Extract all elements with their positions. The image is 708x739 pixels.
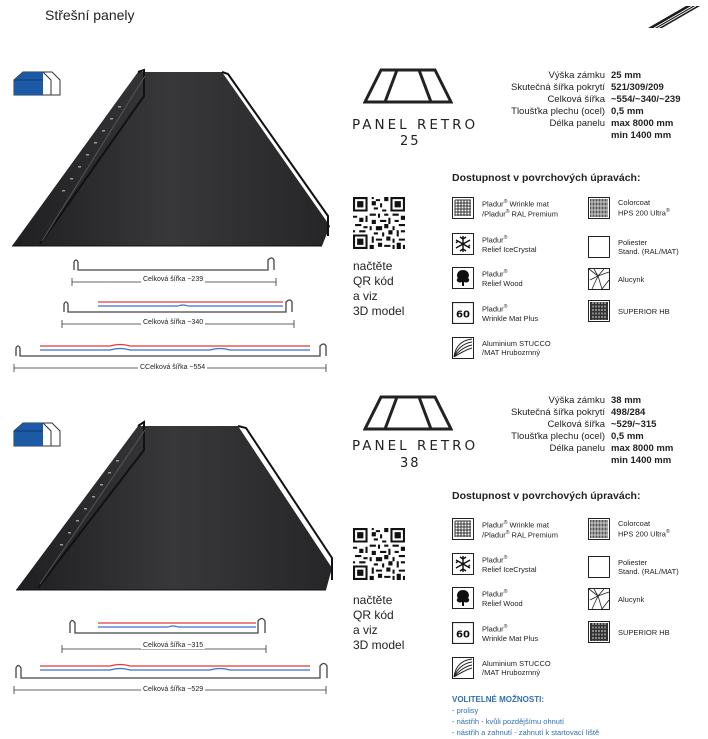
finish-superior: SUPERIOR HB (588, 621, 670, 643)
profile-label: Celková šířka ~239 (143, 276, 204, 283)
finish-stucco: Aluminium STUCCO /MAT Hrubozrnný (452, 657, 551, 679)
profile-label: CCelková šířka ~554 (140, 364, 206, 371)
spec-row (469, 70, 680, 82)
qr-code[interactable] (353, 528, 405, 585)
spec-label (469, 130, 611, 142)
polyester-icon (588, 556, 610, 578)
finish-ice-crystal: Pladur® Relief IceCrystal (452, 233, 537, 255)
sixty-badge-icon (452, 622, 474, 644)
spec-label: Skutečná šířka pokrytí (511, 82, 605, 93)
panel-retro-38-image (14, 418, 334, 601)
qr-caption: načtěte QR kód a viz 3D model (353, 259, 405, 318)
tree-icon (452, 587, 474, 609)
wrinkle-mat-icon (452, 197, 474, 219)
superior-icon (588, 300, 610, 322)
colorcoat-icon (588, 197, 610, 219)
profile-diagram-529 (10, 658, 330, 707)
profile-diagram-315 (58, 615, 268, 660)
spec-label: Tloušťka plechu (ocel) (511, 431, 605, 442)
product-logo-word: PANEL RETRO (352, 117, 479, 133)
finish-colorcoat: Colorcoat HPS 200 Ultra® (588, 197, 670, 219)
finish-wrinkle-mat-plus: Pladur® Wrinkle Mat Plus (452, 622, 538, 644)
superior-icon (588, 621, 610, 643)
spec-label: Délka panelu (549, 118, 605, 129)
qr-caption: načtěte QR kód a viz 3D model (353, 593, 405, 652)
options-item: - nástřih - kvůli pozdějšímu ohnutí (452, 717, 565, 726)
snowflake-icon (452, 233, 474, 255)
spec-value: 0,5 mm (611, 106, 644, 117)
spec-row (469, 443, 673, 455)
stucco-icon (452, 657, 474, 679)
spec-value: max 8000 mm (611, 443, 674, 454)
spec-value: 0,5 mm (611, 431, 644, 442)
alucynk-icon (588, 588, 610, 610)
product-logo-word: PANEL RETRO (352, 438, 479, 454)
snowflake-icon (452, 553, 474, 575)
spec-row (469, 407, 673, 419)
finish-relief-wood: Pladur® Relief Wood (452, 587, 523, 609)
panel-retro-logo-icon (363, 68, 453, 109)
panel-retro-logo-icon (363, 395, 453, 436)
spec-label: Délka panelu (549, 443, 605, 454)
finish-superior: SUPERIOR HB (588, 300, 670, 322)
options-title: VOLITELNÉ MOŽNOSTI: (452, 695, 544, 704)
alucynk-icon (588, 268, 610, 290)
finish-polyester: Poliester Stand. (RAL/MAT) (588, 236, 679, 258)
spec-value: ~554/~340/~239 (611, 94, 681, 105)
wrinkle-mat-icon (452, 518, 474, 540)
spec-row (469, 455, 673, 467)
spec-row (469, 94, 680, 106)
spec-value: max 8000 mm (611, 118, 674, 129)
options-item: - prolisy (452, 706, 479, 715)
finish-colorcoat: Colorcoat HPS 200 Ultra® (588, 518, 670, 540)
colorcoat-icon (588, 518, 610, 540)
finish-relief-wood: Pladur® Relief Wood (452, 267, 523, 289)
finish-polyester: Poliester Stand. (RAL/MAT) (588, 556, 679, 578)
spec-label: Skutečná šířka pokrytí (511, 407, 605, 418)
qr-code[interactable] (353, 197, 405, 254)
spec-row (469, 82, 680, 94)
spec-value: ~529/~315 (611, 419, 657, 430)
spec-label: Celková šířka (547, 94, 605, 105)
spec-label (469, 455, 611, 467)
spec-row (469, 130, 680, 142)
page-title: Střešní panely (45, 7, 135, 23)
finish-stucco: Aluminium STUCCO /MAT Hrubozrnný (452, 337, 551, 359)
profile-label: Celková šířka ~315 (143, 642, 204, 649)
spec-label: Výška zámku (548, 395, 605, 406)
panel-retro-25-image (10, 66, 330, 257)
spec-value: 521/309/209 (611, 82, 664, 93)
spec-value: min 1400 mm (611, 455, 672, 466)
finish-alucynk: Alucynk (588, 268, 644, 290)
spec-row (469, 106, 680, 118)
product-logo-number: 38 (400, 456, 421, 471)
spec-label: Tloušťka plechu (ocel) (511, 106, 605, 117)
spec-label: Celková šířka (547, 419, 605, 430)
stucco-icon (452, 337, 474, 359)
brand-logo-icon (646, 4, 702, 35)
finish-alucynk: Alucynk (588, 588, 644, 610)
sixty-badge-icon (452, 302, 474, 324)
spec-row (469, 118, 680, 130)
spec-table (469, 395, 673, 467)
spec-row (469, 431, 673, 443)
spec-value: min 1400 mm (611, 130, 672, 141)
finish-wrinkle-mat: Pladur® Wrinkle mat /Pladur® RAL Premium (452, 518, 558, 540)
availability-title: Dostupnost v povrchových úpravách: (452, 172, 641, 184)
tree-icon (452, 267, 474, 289)
options-item: - nástřih a zahnutí - zahnutí k startovací liště (452, 728, 600, 737)
profile-label: Celková šířka ~340 (143, 319, 204, 326)
spec-row (469, 395, 673, 407)
profile-label: Celková šířka ~529 (143, 686, 204, 693)
availability-title: Dostupnost v povrchových úpravách: (452, 490, 641, 502)
finish-wrinkle-mat: Pladur® Wrinkle mat /Pladur® RAL Premium (452, 197, 558, 219)
options-list (452, 705, 599, 738)
product-logo-number: 25 (400, 134, 421, 149)
spec-value: 498/284 (611, 407, 646, 418)
polyester-icon (588, 236, 610, 258)
finish-ice-crystal: Pladur® Relief IceCrystal (452, 553, 537, 575)
spec-value: 25 mm (611, 70, 642, 81)
spec-row (469, 419, 673, 431)
spec-value: 38 mm (611, 395, 642, 406)
spec-label: Výška zámku (548, 70, 605, 81)
finish-wrinkle-mat-plus: Pladur® Wrinkle Mat Plus (452, 302, 538, 324)
spec-table (469, 70, 680, 142)
